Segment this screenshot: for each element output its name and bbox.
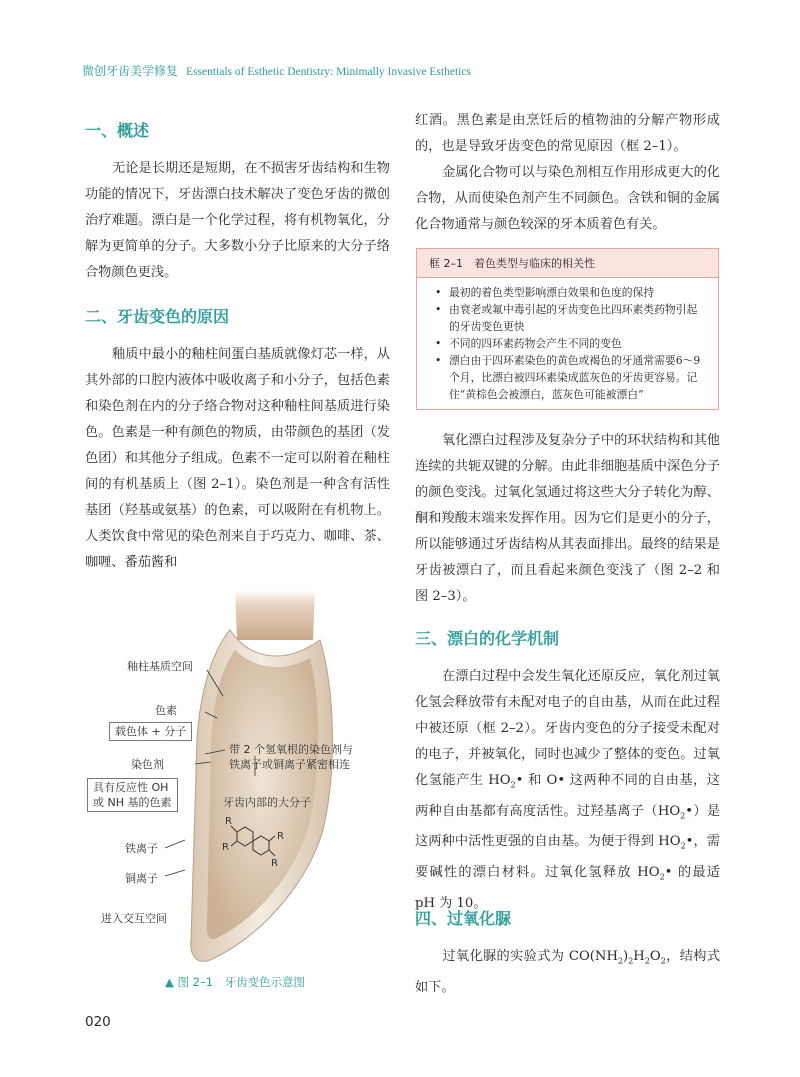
box-list-item: • 漂白由于四环素染色的黄色或褐色的牙通常需要6～9 个月，比漂白被四环素染成蓝灰色的牙齿更容易。记住“黄棕色会被漂白，蓝灰色可能被漂白”: [449, 352, 708, 403]
causes-paragraph: 釉质中最小的釉柱间蛋白基质就像灯芯一样，从其外部的口腔内液体中吸收离子和小分子，包括色素和染色剂在内的分子络合物对这种釉柱间基质进行染色。色素是一种有颜色的物质，由带颜色的基团（发色团）和其他分子组成。色素不一定可以附着在釉柱间的有机基质上（图 2–1）。染色剂是一种含有活性基团（羟基或氨基）的色素，可以吸附在有机物上。人类饮食中常见的染色剂来自于巧克力、咖啡、茶、咖喱、番茄酱和: [85, 347, 390, 570]
molecule-r-label: R: [277, 831, 284, 842]
figure-caption: ▲ 图 2–1 牙齿变色示意图: [165, 975, 306, 989]
metal-compounds-paragraph: 金属化合物可以与染色剂相互作用形成更大的化合物，从而使染色剂产生不同颜色。含铁和铜的金属化合物通常与颜色较深的牙本质着色有关。: [415, 165, 720, 232]
overview-paragraph: 无论是长期还是短期，在不损害牙齿结构和生物功能的情况下，牙齿漂白技术解决了变色牙齿的微创治疗难题。漂白是一个化学过程，将有机物氧化，分解为更简单的分子。大多数小分子比原来的大分子络合物颜色更浅。: [85, 161, 390, 280]
molecule-r-label: R: [271, 858, 278, 869]
running-header: [82, 62, 471, 79]
molecule-r-label: R: [225, 816, 232, 827]
sidebar-box-2-1: [416, 248, 719, 410]
label-copper-ion: 铜离子: [125, 872, 158, 885]
label-reactive-pigment: 具有反应性 OH 或 NH 基的色素: [87, 778, 178, 812]
tooth-diagram: [85, 570, 405, 970]
label-iron-ion: 铁离子: [125, 842, 158, 855]
page-number: 020: [85, 1014, 111, 1030]
box-list-item: • 不同的四环素药物会产生不同的变色: [449, 335, 708, 352]
section-heading-urea: 四、过氧化脲: [415, 909, 512, 928]
label-inner-macromolecule: 牙齿内部的大分子: [223, 796, 311, 809]
box-title: 框 2–1 着色类型与临床的相关性: [417, 249, 718, 278]
section-heading-overview: 一、概述: [85, 121, 150, 140]
section-heading-chemistry: 三、漂白的化学机制: [415, 629, 560, 648]
header-title-cn: 微创牙齿美学修复: [82, 64, 179, 78]
chemistry-paragraph: 在漂白过程中会发生氧化还原反应，氧化剂过氧化氢会释放带有未配对电子的自由基，从而在此过程中被还原（框 2–2）。牙齿内变色的分子接受未配对的电子，并被氧化，同时也减少了整体的变色。过氧化氢能产生 $HO_2•$ 和 O• 这两种不同的自由基，这两种自由基都有高度活性。过羟基离子$(HO_2•)$是这两种中活性更强的自由基。为便于得到 $HO_2•$，需要碱性的漂白材料。过氧化氢释放 $HO_2•$ 的最适 pH 为 10。: [415, 669, 721, 911]
causes-paragraph-continued: 红酒。黑色素是由烹饪后的植物油的分解产物形成的，也是导致牙齿变色的常见原因（框 2–1）。: [415, 113, 720, 154]
label-stain: 染色剂: [131, 758, 164, 771]
urea-paragraph: 过氧化脲的实验式为 $CO(NH_2)_2H_2O_2$，结构式如下。: [415, 949, 721, 995]
box-list: [417, 284, 718, 403]
upper-structure: [235, 590, 315, 640]
label-carrier-molecule: 载色体 + 分子: [109, 722, 192, 741]
box-list-item: • 由衰老或氟中毒引起的牙齿变色比四环素类药物引起的牙齿变色更快: [449, 301, 708, 335]
label-interprism-space: 釉柱基质空间: [127, 660, 193, 673]
label-hydroxyl-stain-note: 带 2 个氢氧根的染色剂与 铁离子或铜离子紧密相连: [229, 743, 353, 771]
oxidation-paragraph: 氧化漂白过程涉及复杂分子中的环状结构和其他连续的共轭双键的分解。由此非细胞基质中深色分子的颜色变浅。过氧化氢通过将这些大分子转化为醇、酮和羧酸末端来发挥作用。因为它们是更小的分子，所以能够通过牙齿结构从其表面排出。最终的结果是牙齿被漂白了，而且看起来颜色变浅了（图 2–2 和图 2–3）。: [415, 433, 720, 604]
section-heading-causes: 二、牙齿变色的原因: [85, 307, 230, 326]
molecule-r-label: R: [222, 842, 229, 853]
box-list-item: • 最初的着色类型影响漂白效果和色度的保持: [449, 284, 708, 301]
header-title-en: Essentials of Esthetic Dentistry: Minimally Invasive Esthetics: [186, 66, 471, 78]
label-dentin-space: 进入交互空间: [101, 912, 167, 925]
label-pigment: 色素: [155, 704, 177, 717]
